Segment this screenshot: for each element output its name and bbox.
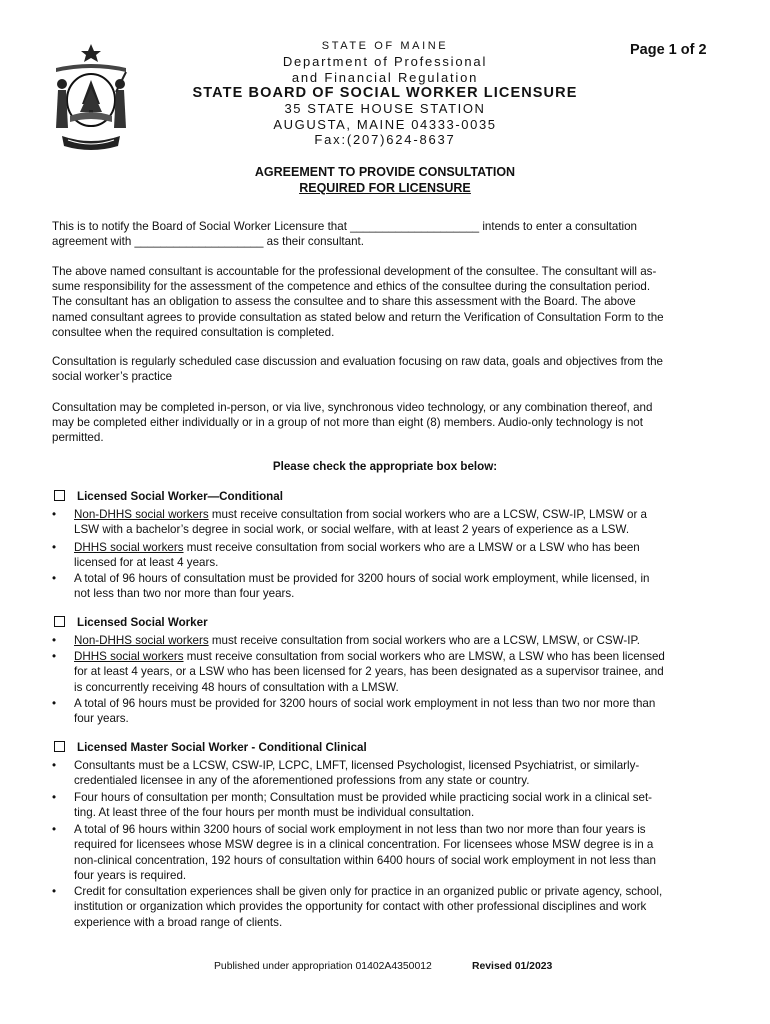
consultation-definition-paragraph [52,354,722,384]
intro-paragraph [52,219,722,249]
published-note: Published under appropriation 01402A4350012 [214,961,432,972]
form-subtitle: REQUIRED FOR LICENSURE [299,181,471,195]
state-seal-icon [52,42,130,156]
bullet-icon: • [52,697,57,710]
paragraph-line: consultee when the required consultation is completed. [52,325,335,339]
lsw-checkbox[interactable] [54,616,65,627]
consultant-responsibility-paragraph [52,264,722,340]
intro-line: This is to notify the Board of Social Worker Licensure that ____________________ intends to enter a consultation [52,220,638,233]
bullet-icon: • [52,650,57,663]
form-title: AGREEMENT TO PROVIDE CONSULTATION [254,165,516,179]
bullet-icon: • [52,634,57,647]
department-line-1: Department of Professional [282,54,488,69]
page-number: Page 1 of 2 [630,42,707,58]
bullet-icon: • [52,572,57,585]
paragraph-line: Consultation may be completed in-person, or via live, synchronous video technology, or any combination thereof, and [52,401,653,414]
lmsw-cc-checkbox[interactable] [54,741,65,752]
bullet-icon: • [52,791,57,804]
section-heading: Licensed Master Social Worker - Conditional Clinical [77,741,367,754]
bullet-icon: • [52,508,57,521]
paragraph-line: sume responsibility for the assessment of the competence and ethics of the consultee during the consultation period. [52,280,651,294]
address-line-1: 35 STATE HOUSE STATION [284,101,486,116]
section-lmsw-cc [54,741,367,754]
address-line-2: AUGUSTA, MAINE 04333-0035 [273,117,497,132]
board-name: STATE BOARD OF SOCIAL WORKER LICENSURE [192,85,578,101]
department-line-2: and Financial Regulation [291,70,479,85]
state-name: STATE OF MAINE [321,40,449,52]
section-heading: Licensed Social Worker—Conditional [77,490,283,503]
bullet-icon: • [52,541,57,554]
revised-date: Revised 01/2023 [472,961,553,972]
paragraph-line: social worker’s practice [52,370,173,384]
paragraph-line: The consultant has an obligation to assess the consultee and to share this assessment with the Board. The above [52,295,636,309]
section-lsw [54,616,208,629]
fax-number: Fax:(207)624-8637 [314,132,456,147]
check-instruction: Please check the appropriate box below: [272,460,498,473]
paragraph-line: Consultation is regularly scheduled case discussion and evaluation focusing on raw data, goals and objectives from the [52,355,663,368]
bullet-icon: • [52,823,57,836]
paragraph-line: named consultant agrees to provide consultation as stated below and return the Verification of Consultation Form to the [52,310,664,324]
document-page: STATE OF MAINE Department of Professional and Financial Regulation STATE BOARD OF SOCIAL WORKER LICENSURE 35 STATE HOUSE STATION AUGUSTA, MAINE 04333-0035 Fax:(207)624-8637 Page 1 of 2 AGREEMENT TO PROVIDE CONSULTATION REQUIRED FOR LICENSURE This is to notify the Board of Social Worker Licensure that ____________________ intends to enter a consultation agreement with ____________________ as their consultant. The above named consultant is accountable for the professional development of the consultee. The consultant will as- sume responsibility for the assessment of the competence and ethics of the consultee during the consultation period. The consultant has an obligation to assess the consultee and to share this assessment with the Board. The above named consultant agrees to provide consultation as stated below and return the Verification of Consultation Form to the consultee when the required consultation is completed. Consultation is regularly scheduled case discussion and evaluation focusing on raw data, goals and objectives from the social worker’s practice Consultation may be completed in-person, or via live, synchronous video technology, or any combination thereof, and may be completed either individually or in a group of not more than eight (8) members. Audio-only technology is not permitted. Please check the appropriate box below: Licensed Social Worker—Conditional • Non-DHHS social workers must receive consultation from social workers who are a LCSW, CSW-IP, LMSW or a LSW with a bachelor’s degree in social work, or social welfare, with at least 2 years of experience as a LSW. • DHHS social workers must receive consultation from social workers who are a LMSW or a LSW who has been licensed for at least 4 years. • A total of 96 hours of consultation must be provided for 3200 hours of social work employment, while licensed, in not less than two nor more than four years. Licensed Social Worker • Non-DHHS social workers must receive consultation from social workers who are a LCSW, LMSW, or CSW-IP. • DHHS social workers must receive consultation from social workers who are LMSW, a LSW who has been licensed for at least 4 years, or a LSW who has been licensed for 2 years, has been designated as a supervisor trainee, and is concurrently receiving 48 hours of consultation with a LMSW. • A total of 96 hours must be provided for 3200 hours of social work employment in not less than two nor more than four years. Licensed Master Social Worker - Conditional Clinical • Consultants must be a LCSW, CSW-IP, LCPC, LMFT, licensed Psychologist, licensed Psychiatrist, or similarly- credentialed licensee in any of the aforementioned professions from any state or country. • Four hours of consultation per month; Consultation must be provided while practicing social work in a clinical set- ting. At least three of the four hours per month must be individual consultation. • A total of 96 hours within 3200 hours of social work employment in not less than two nor more than four years is required for licensees whose MSW degree is in a clinical concentration. For licensees whose MSW degree is in a non-clinical concentration, 192 hours of consultation within 6400 hours of social work employment in not less than four years is required. • Credit for consultation experiences shall be given only for practice in an organized public or private agency, school, institution or organization which provides the opportunity for contact with other professional disciplines and work experience with a broad range of clients. Published under appropriation 01402A4350012 Revised 01/2023 [0,0,770,1024]
section-lsw-conditional [54,490,283,503]
bullet-icon: • [52,885,57,898]
lsw-conditional-checkbox[interactable] [54,490,65,501]
paragraph-line: The above named consultant is accountable for the professional development of the consultee. The consultant will as- [52,265,657,278]
bullet-icon: • [52,759,57,772]
paragraph-line: may be completed either individually or in a group of not more than eight (8) members. Audio-only technology is not [52,416,643,430]
intro-line: agreement with ____________________ as their consultant. [52,235,364,249]
paragraph-line: permitted. [52,431,104,445]
section-heading: Licensed Social Worker [77,616,208,629]
consultation-format-paragraph [52,400,722,446]
